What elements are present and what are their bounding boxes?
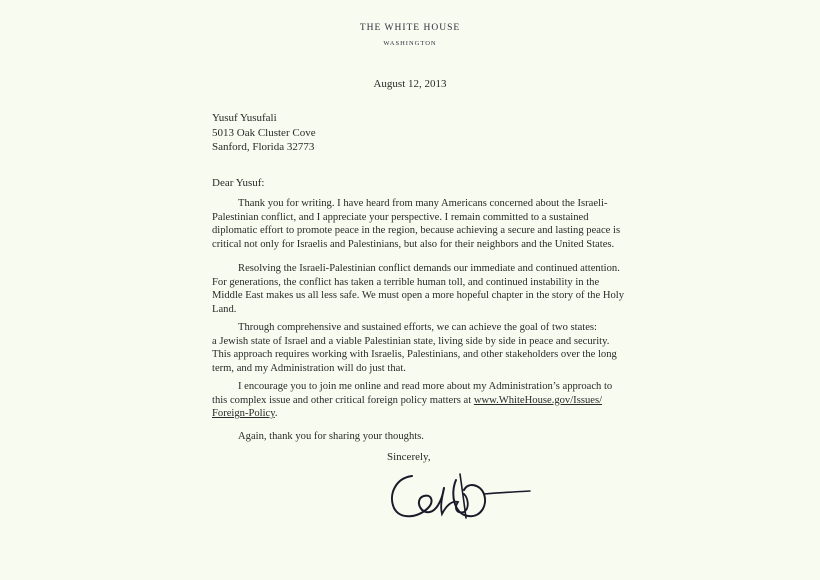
recipient-street: 5013 Oak Cluster Cove [212, 126, 316, 139]
closing: Sincerely, [387, 451, 431, 463]
paragraph-line: diplomatic effort to promote peace in the region, because achieving a secure and lasting peace is [212, 225, 621, 236]
paragraph-line [212, 394, 612, 408]
recipient-name: Yusuf Yusufali [212, 112, 277, 124]
foreign-policy-link[interactable]: Foreign-Policy [212, 408, 275, 419]
paragraph-line: Resolving the Israeli-Palestinian conflict demands our immediate and continued attention. [238, 263, 620, 274]
handwritten-signature-icon [384, 464, 534, 528]
paragraph-5 [212, 430, 424, 444]
paragraph-4 [212, 380, 612, 421]
paragraph-line: Palestinian conflict, and I appreciate your perspective. I remain committed to a sustained [212, 211, 589, 223]
paragraph-line: Again, thank you for sharing your thoughts. [238, 431, 424, 442]
paragraph-1 [212, 197, 620, 251]
letterhead-subtitle: WASHINGTON [383, 40, 437, 47]
salutation: Dear Yusuf: [212, 177, 265, 189]
paragraph-line: Thank you for writing. I have heard from many Americans concerned about the Israeli- [238, 198, 608, 209]
paragraph-line: I encourage you to join me online and read more about my Administration’s approach to [238, 381, 613, 392]
paragraph-line: For generations, the conflict has taken a terrible human toll, and continued instability in the [212, 276, 600, 288]
paragraph-line: critical not only for Israelis and Palestinians, but also for their neighbors and the United States. [212, 238, 615, 250]
letterhead-title: THE WHITE HOUSE [359, 23, 461, 33]
paragraph-3 [212, 321, 617, 375]
recipient-city: Sanford, Florida 32773 [212, 141, 315, 153]
letter-date: August 12, 2013 [373, 78, 447, 90]
paragraph-2 [212, 262, 624, 316]
whitehouse-link[interactable]: www.WhiteHouse.gov/Issues/ [473, 394, 603, 406]
paragraph-line: Through comprehensive and sustained efforts, we can achieve the goal of two states: [238, 322, 597, 333]
paragraph-line: term, and my Administration will do just that. [212, 362, 406, 374]
recipient-address [212, 111, 316, 155]
paragraph-line [212, 407, 612, 421]
paragraph-line: Land. [212, 303, 237, 315]
paragraph-text: this complex issue and other critical foreign policy matters at [212, 394, 474, 406]
paragraph-line: This approach requires working with Israelis, Palestinians, and other stakeholders over the long [212, 349, 617, 360]
paragraph-line: a Jewish state of Israel and a viable Palestinian state, living side by side in peace and security. [212, 335, 610, 347]
paragraph-line: Middle East makes us all less safe. We must open a more hopeful chapter in the story of the Holy [212, 290, 625, 301]
paragraph-text: . [274, 408, 278, 419]
